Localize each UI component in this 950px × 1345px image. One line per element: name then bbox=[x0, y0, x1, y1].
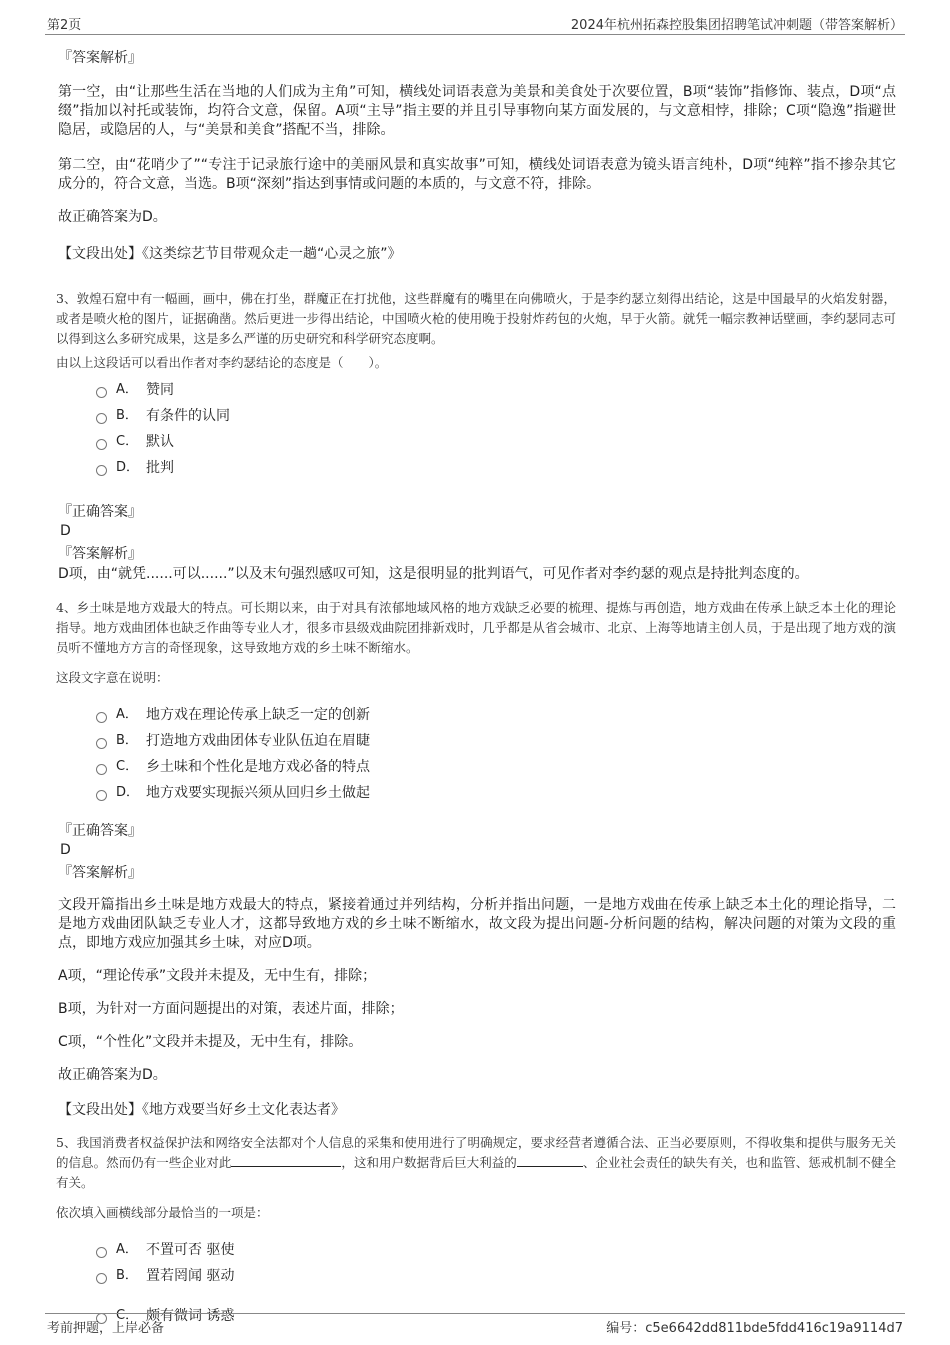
q4-answer-tag: 『正确答案』 bbox=[58, 823, 142, 839]
page-content bbox=[56, 47, 896, 1343]
radio-icon[interactable] bbox=[96, 465, 107, 476]
q5-option-b[interactable]: B． 置若罔闻 驱动 bbox=[96, 1263, 896, 1289]
q4-prompt: 这段文字意在说明： bbox=[56, 670, 169, 685]
q5-question: 5、我国消费者权益保护法和网络安全法都对个人信息的采集和使用进行了明确规定，要求经营者遵循合法、正当必要原则，不得收集和提供与服务无关的信息。然而仍有一些企业对此 ，这和用户数据背后巨大利益的 、企业社会责任的缺失有关，也和监管、惩戒机制不健全有关。 bbox=[56, 1135, 896, 1190]
footer-slogan: 考前押题，上岸必备 bbox=[47, 1321, 165, 1336]
q3-option-c[interactable]: C． 默认 bbox=[96, 429, 896, 455]
q4-option-c[interactable]: C． 乡土味和个性化是地方戏必备的特点 bbox=[96, 754, 896, 780]
blank-1 bbox=[231, 1154, 341, 1167]
q5-prompt: 依次填入画横线部分最恰当的一项是： bbox=[56, 1205, 269, 1220]
page-header bbox=[45, 14, 905, 35]
q2-analysis-tag: 『答案解析』 bbox=[58, 50, 142, 66]
q3-answer: D bbox=[60, 523, 71, 539]
q4-analysis: 文段开篇指出乡土味是地方戏最大的特点，紧接着通过并列结构，分析并指出问题，一是地方戏曲在传承上缺乏本土化的理论指导，二是地方戏曲团队缺乏专业人才，这都导致地方戏的乡土味不断缩水，故文段为提出问题-分析问题的结构，解决问题的对策为文段的重点，即地方戏应加强其乡土味，对应D项。 bbox=[58, 897, 896, 951]
radio-icon[interactable] bbox=[96, 387, 107, 398]
q4-question: 4、乡土味是地方戏最大的特点。可长期以来，由于对具有浓郁地域风格的地方戏缺乏必要的梳理、提炼与再创造，地方戏曲在传承上缺乏本土化的理论指导。地方戏曲团体也缺乏作曲等专业人才，很多市县级戏曲院团排新戏时，几乎都是从省会城市、北京、上海等地请主创人员，于是出现了地方戏的演员听不懂地方方言的奇怪现象，这导致地方戏的乡土味不断缩水。 bbox=[56, 600, 896, 655]
q3-analysis: D项，由“就凭......可以......”以及末句强烈感叹可知，这是很明显的批判语气，可见作者对李约瑟的观点是持批判态度的。 bbox=[58, 566, 809, 582]
radio-icon[interactable] bbox=[96, 712, 107, 723]
q3-option-b[interactable]: B． 有条件的认同 bbox=[96, 403, 896, 429]
page-number: 第2页 bbox=[47, 18, 82, 33]
document-title: 2024年杭州拓森控股集团招聘笔试冲刺题（带答案解析） bbox=[570, 18, 903, 33]
q3-question: 3、敦煌石窟中有一幅画，画中，佛在打坐，群魔正在打扰他，这些群魔有的嘴里在向佛喷火，于是李约瑟立刻得出结论，这是中国最早的火焰发射器，或者是喷火枪的图片，证据确凿。然后更进一步得出结论，中国喷火枪的使用晚于投射炸药包的火炮，早于火箭。就凭一幅宗教神话壁画，李约瑟同志可以得到这么多研究成果，这是多么严谨的历史研究和科学研究态度啊。 bbox=[56, 291, 896, 346]
q5-option-c[interactable]: C． 颇有微词 诱惑 bbox=[96, 1303, 896, 1329]
q2-analysis-para2: 第二空，由“花哨少了”“专注于记录旅行途中的美丽风景和真实故事”可知，横线处词语表意为镜头语言纯朴，D项“纯粹”指不掺杂其它成分的，符合文意，当选。B项“深刻”指达到事情或问题的本质的，与文意不符，排除。 bbox=[58, 157, 896, 192]
blank-2 bbox=[517, 1154, 583, 1167]
q4-option-d[interactable]: D． 地方戏要实现振兴须从回归乡土做起 bbox=[96, 780, 896, 806]
q4-source: 【文段出处】《地方戏要当好乡土文化表达者》 bbox=[58, 1102, 345, 1118]
q4-analysis-tag: 『答案解析』 bbox=[58, 865, 142, 881]
q4-option-b[interactable]: B． 打造地方戏曲团体专业队伍迫在眉睫 bbox=[96, 728, 896, 754]
q4-note-c: C项，“个性化”文段并未提及，无中生有，排除。 bbox=[58, 1034, 363, 1050]
q3-prompt: 由以上这段话可以看出作者对李约瑟结论的态度是（ ）。 bbox=[56, 355, 388, 370]
q3-analysis-tag: 『答案解析』 bbox=[58, 546, 142, 562]
radio-icon[interactable] bbox=[96, 790, 107, 801]
radio-icon[interactable] bbox=[96, 439, 107, 450]
page-footer bbox=[45, 1313, 905, 1337]
q2-conclusion: 故正确答案为D。 bbox=[58, 209, 167, 225]
q3-answer-tag: 『正确答案』 bbox=[58, 504, 142, 520]
radio-icon[interactable] bbox=[96, 764, 107, 775]
q4-note-b: B项，为针对一方面问题提出的对策，表述片面，排除； bbox=[58, 1001, 404, 1017]
radio-icon[interactable] bbox=[96, 1273, 107, 1284]
q4-answer: D bbox=[60, 842, 71, 858]
q4-note-a: A项，“理论传承”文段并未提及，无中生有，排除； bbox=[58, 968, 377, 984]
document-code: 编号：c5e6642dd811bde5fdd416c19a9114d7 bbox=[606, 1321, 903, 1336]
q3-options bbox=[96, 377, 896, 481]
q4-conclusion: 故正确答案为D。 bbox=[58, 1067, 167, 1083]
q4-options bbox=[96, 702, 896, 806]
radio-icon[interactable] bbox=[96, 413, 107, 424]
q3-option-d[interactable]: D． 批判 bbox=[96, 455, 896, 481]
q2-source: 【文段出处】《这类综艺节目带观众走一趟“心灵之旅”》 bbox=[58, 246, 402, 262]
radio-icon[interactable] bbox=[96, 738, 107, 749]
q5-option-a[interactable]: A． 不置可否 驱使 bbox=[96, 1237, 896, 1263]
q4-option-a[interactable]: A． 地方戏在理论传承上缺乏一定的创新 bbox=[96, 702, 896, 728]
q2-analysis-para1: 第一空，由“让那些生活在当地的人们成为主角”可知，横线处词语表意为美景和美食处于次要位置，B项“装饰”指修饰、装点，D项“点缀”指加以衬托或装饰，均符合文意，保留。A项“主导”指主要的并且引导事物向某方面发展的，与文意相悖，排除；C项“隐逸”指避世隐居，或隐居的人，与“美景和美食”搭配不当，排除。 bbox=[58, 84, 896, 138]
radio-icon[interactable] bbox=[96, 1247, 107, 1258]
q3-option-a[interactable]: A． 赞同 bbox=[96, 377, 896, 403]
